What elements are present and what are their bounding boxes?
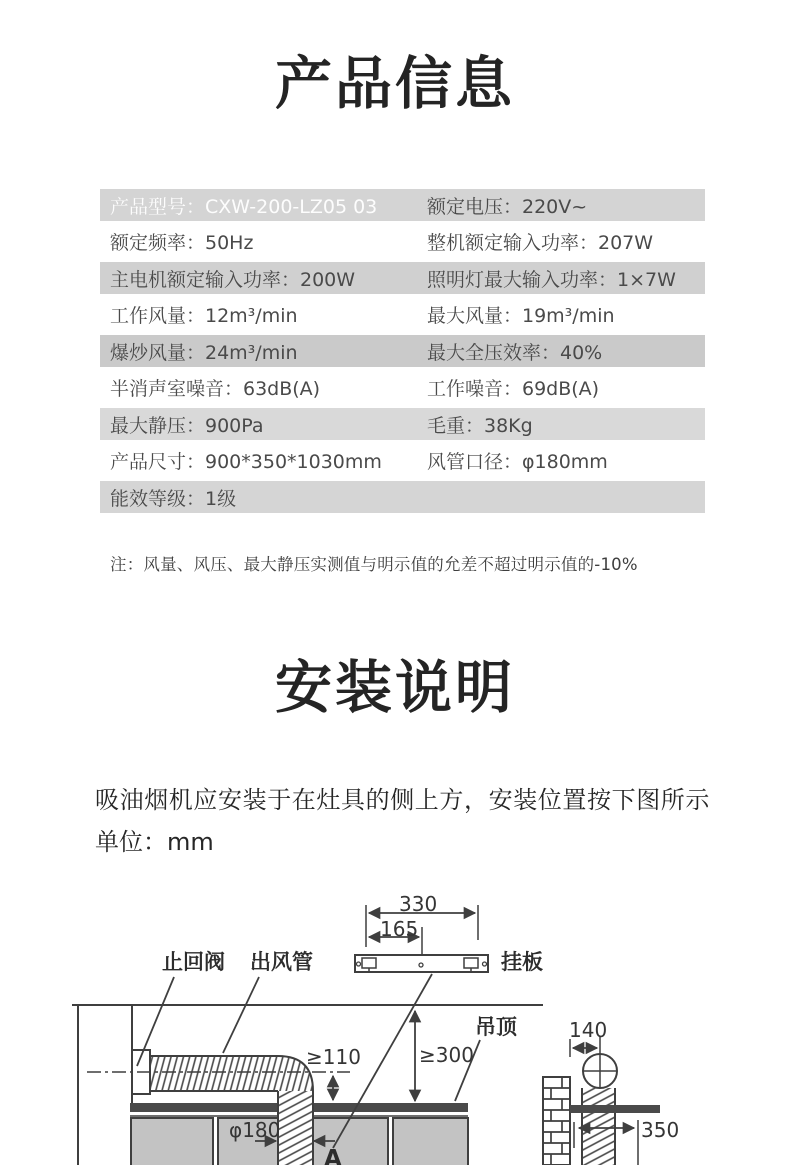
spec-cell: 整机额定输入功率：207W [427,232,654,254]
spec-cell: 毛重：38Kg [427,414,533,437]
detail-marker-a: A [324,1146,342,1165]
spec-cell: 产品尺寸：900*350*1030mm [110,451,382,473]
outlet-duct-label: 出风管 [250,950,313,974]
spec-table [100,189,705,513]
ceiling-label: 吊顶 [475,1015,517,1039]
spec-cell: 爆炒风量：24m³/min [110,341,298,364]
spec-cell: 照明灯最大输入功率：1×7W [427,268,676,291]
spec-cell: 最大全压效率：40% [427,341,603,364]
hanging-plate-label: 挂板 [501,950,543,974]
dim-plate-half: 165 [380,917,419,941]
dim-wall-to-center: 140 [569,1018,608,1042]
spec-cell: 工作噪音：69dB(A) [427,378,600,400]
hanging-plate-shape [355,955,488,973]
table-row [100,367,705,408]
table-row [100,481,705,513]
spec-cell: 最大静压：900Pa [110,414,264,437]
spec-cell: 额定电压：220V~ [427,195,588,218]
table-row [100,335,705,367]
dim-min-ceiling-clearance: ≥300 [419,1043,474,1067]
table-row [100,440,705,481]
spec-cell: 最大风量：19m³/min [427,305,615,327]
install-description: 吸油烟机应安装于在灶具的侧上方，安装位置按下图所示 [95,786,710,814]
spec-cell: 主电机额定输入功率：200W [110,268,356,291]
table-row [100,262,705,294]
spec-cell: 工作风量：12m³/min [110,305,298,327]
dim-min-duct-drop: ≥110 [306,1045,361,1069]
tolerance-note: 注：风量、风压、最大静压实测值与明示值的允差不超过明示值的-10% [110,555,638,574]
page-title-install-instructions: 安装说明 [275,655,515,721]
check-valve-label: 止回阀 [162,950,225,974]
dim-duct-diameter: φ180 [229,1118,281,1142]
spec-cell: 产品型号：CXW-200-LZ05 03 [110,195,378,218]
unit-label: 单位：mm [95,828,214,856]
wall-section-detail [543,1036,660,1165]
spec-cell: 能效等级：1级 [110,487,237,510]
installation-diagram [0,880,790,1165]
table-row [100,294,705,335]
table-row [100,221,705,262]
spec-cell: 半消声室噪音：63dB(A) [110,378,321,400]
table-row [100,408,705,440]
page-title-product-info: 产品信息 [275,51,515,117]
table-row [100,189,705,221]
spec-cell: 额定频率：50Hz [110,232,254,254]
dim-plate-width: 330 [399,892,438,916]
dim-side-clearance: 350 [641,1118,680,1142]
spec-cell: 风管口径：φ180mm [427,451,608,473]
